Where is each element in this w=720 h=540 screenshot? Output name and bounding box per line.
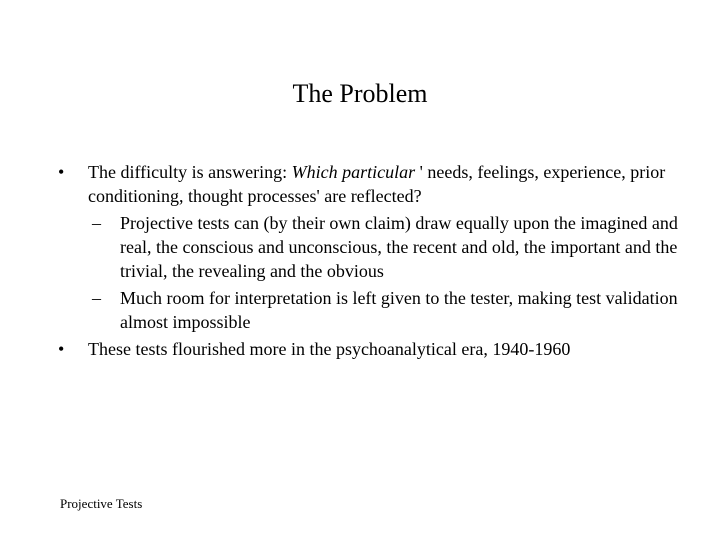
bullet-marker: • — [58, 162, 65, 182]
slide-footer: Projective Tests — [60, 496, 143, 511]
dash-marker: – — [92, 213, 101, 233]
slide-title: The Problem — [292, 79, 428, 108]
bullet-item-1 — [58, 160, 678, 208]
sub-bullet-item-2 — [58, 286, 678, 334]
bullet-text-prefix: The difficulty is answering: — [88, 162, 292, 182]
dash-marker: – — [92, 288, 101, 308]
bullet-text-suffix: ' needs, feelings, experience, prior conditioning, thought processes' are reflected? — [88, 162, 666, 206]
sub-bullet-text: Much room for interpretation is left given to the tester, making test validation almost impossible — [120, 288, 678, 332]
sub-bullet-text: Projective tests can (by their own claim) draw equally upon the imagined and real, the conscious and unconscious, the recent and old, the important and the trivial, the revealing and the obvious — [120, 213, 678, 281]
sub-bullet-item-1 — [58, 211, 678, 283]
bullet-marker: • — [58, 339, 65, 359]
bullet-text: These tests flourished more in the psychoanalytical era, 1940-1960 — [88, 339, 571, 359]
bullet-item-2 — [58, 337, 678, 361]
slide-body — [58, 160, 678, 364]
bullet-text-italic: Which particular — [291, 162, 416, 182]
